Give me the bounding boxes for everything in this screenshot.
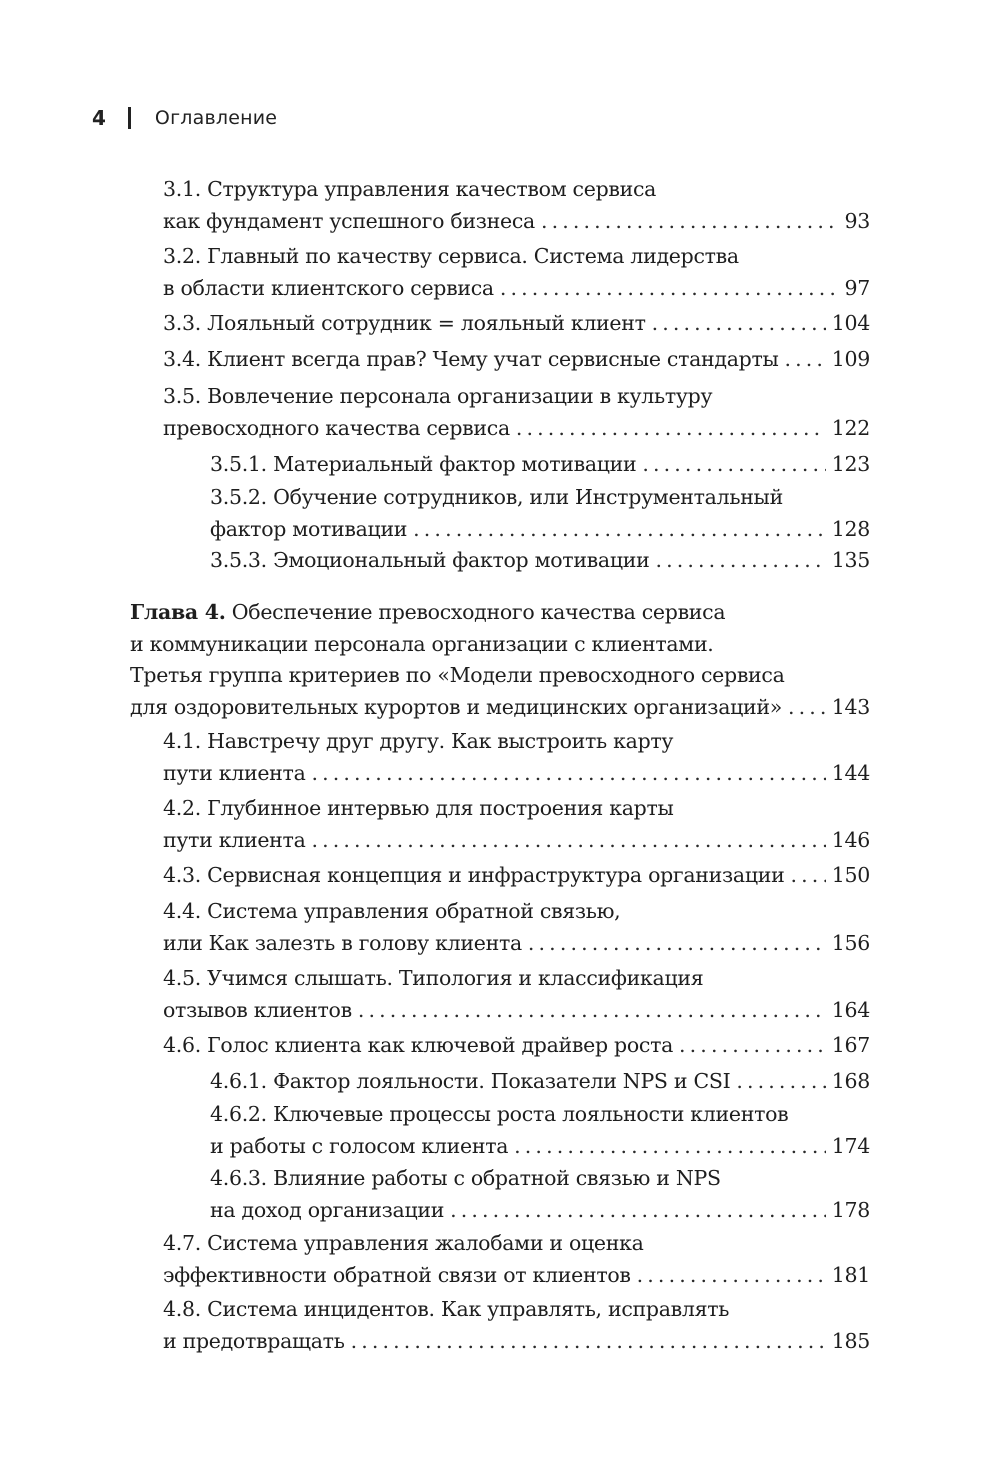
- dot-leader: [312, 825, 826, 857]
- toc-entry-3-5-2[interactable]: [210, 482, 870, 545]
- section-title: Оглавление: [154, 107, 278, 129]
- toc-entry-title-line: отзывов клиентов: [163, 997, 352, 1022]
- toc-entry-last-line: [163, 1260, 870, 1292]
- toc-page-number: 164: [831, 997, 870, 1022]
- toc-entry-title-line: 3.5.1. Материальный фактор мотивации: [210, 452, 637, 476]
- running-head: [92, 104, 277, 132]
- dot-leader: [679, 1030, 826, 1062]
- toc-entry-last-line: [163, 758, 870, 790]
- toc-entry-3-5-1[interactable]: [210, 449, 870, 481]
- toc-entry-title-line: и предотвращать: [163, 1328, 345, 1353]
- toc-entry-4-2[interactable]: [163, 793, 870, 856]
- dot-leader: [528, 928, 826, 960]
- toc-page-number: 104: [831, 311, 870, 335]
- toc-entry-3-5[interactable]: [163, 381, 870, 444]
- toc-entry-title-line: 3.5. Вовлечение персонала организации в культуру: [163, 384, 713, 408]
- toc-page-number: 143: [831, 694, 870, 719]
- toc-entry-title-line: 3.2. Главный по качеству сервиса. Система лидерства: [163, 244, 739, 268]
- toc-entry-4-5[interactable]: [163, 963, 870, 1026]
- dot-leader: [637, 1260, 826, 1292]
- toc-entry-title-line: пути клиента: [163, 827, 306, 852]
- toc-entry-title-line: или Как залезть в голову клиента: [163, 930, 522, 955]
- toc-page-number: 168: [831, 1069, 870, 1093]
- toc-entry-last-line: [163, 413, 870, 445]
- dot-leader: [642, 449, 825, 481]
- toc-entry-title-line: 4.2. Глубинное интервью для построения карты: [163, 796, 674, 820]
- dot-leader: [358, 995, 826, 1027]
- dot-leader: [351, 1326, 826, 1358]
- toc-entry-last-line: [130, 692, 870, 724]
- dot-leader: [655, 545, 825, 577]
- toc-entry-3-1[interactable]: [163, 174, 870, 237]
- toc-entry-3-4[interactable]: [163, 344, 870, 376]
- dot-leader: [312, 758, 826, 790]
- toc-entry-last-line: [210, 1066, 870, 1098]
- toc-page-number: 128: [831, 516, 870, 541]
- toc-entry-title-line: 4.8. Система инцидентов. Как управлять, исправлять: [163, 1297, 730, 1321]
- toc-page-number: 178: [831, 1197, 870, 1222]
- toc-entry-title-line: превосходного качества сервиса: [163, 415, 510, 440]
- toc-entry-last-line: [163, 344, 870, 376]
- toc-page-number: 122: [831, 415, 870, 440]
- toc-page-number: 181: [831, 1262, 870, 1287]
- toc-page-number: 167: [831, 1033, 870, 1057]
- dot-leader: [450, 1195, 826, 1227]
- toc-entry-last-line: [163, 860, 870, 892]
- toc-entry-title-line: 4.3. Сервисная концепция и инфраструктура организации: [163, 863, 785, 887]
- toc-entry-last-line: [210, 1195, 870, 1227]
- toc-entry-last-line: [163, 273, 870, 305]
- toc-entry-title-line: 3.3. Лояльный сотрудник = лояльный клиент: [163, 311, 646, 335]
- chapter-heading-line: [130, 597, 870, 629]
- toc-entry-3-2[interactable]: [163, 241, 870, 304]
- toc-entry-title-line: 4.6.3. Влияние работы с обратной связью и NPS: [210, 1166, 721, 1190]
- toc-entry-last-line: [163, 1326, 870, 1358]
- toc-entry-title-line: 3.1. Структура управления качеством сервиса: [163, 177, 657, 201]
- dot-leader: [736, 1066, 825, 1098]
- toc-entry-4-6-2[interactable]: [210, 1099, 870, 1162]
- chapter-title-line: для оздоровительных курортов и медицинских организаций»: [130, 694, 782, 719]
- toc-page-number: 174: [831, 1133, 870, 1158]
- dot-leader: [785, 344, 826, 376]
- toc-page-number: 135: [831, 548, 870, 572]
- toc-entry-last-line: [210, 545, 870, 577]
- toc-entry-title-line: фактор мотивации: [210, 516, 408, 541]
- toc-entry-title-line: и работы с голосом клиента: [210, 1133, 509, 1158]
- toc-entry-title-line: 4.6.1. Фактор лояльности. Показатели NPS и CSI: [210, 1069, 731, 1093]
- toc-page-number: 156: [831, 930, 870, 955]
- toc-entry-3-5-3[interactable]: [210, 545, 870, 577]
- dot-leader: [500, 273, 839, 305]
- toc-entry-title-line: пути клиента: [163, 760, 306, 785]
- toc-entry-title-line: 4.4. Система управления обратной связью,: [163, 899, 621, 923]
- dot-leader: [790, 860, 825, 892]
- toc-page-number: 144: [831, 760, 870, 785]
- toc-entry-last-line: [163, 995, 870, 1027]
- toc-entry-4-6-1[interactable]: [210, 1066, 870, 1098]
- toc-chapter-4[interactable]: [130, 597, 870, 723]
- toc-page-number: 109: [831, 347, 870, 371]
- toc-entry-last-line: [163, 1030, 870, 1062]
- chapter-label: Глава 4.: [130, 600, 226, 624]
- toc-entry-title-line: 3.4. Клиент всегда прав? Чему учат сервисные стандарты: [163, 347, 779, 371]
- toc-entry-last-line: [210, 449, 870, 481]
- toc-entry-last-line: [163, 206, 870, 238]
- dot-leader: [652, 308, 826, 340]
- toc-page-number: 146: [831, 827, 870, 852]
- toc-entry-last-line: [210, 514, 870, 546]
- chapter-title-line: Третья группа критериев по «Модели превосходного сервиса: [130, 663, 785, 687]
- toc-entry-4-1[interactable]: [163, 726, 870, 789]
- toc-entry-title-line: 4.5. Учимся слышать. Типология и классификация: [163, 966, 704, 990]
- toc-entry-title-line: 4.7. Система управления жалобами и оценка: [163, 1231, 644, 1255]
- toc-entry-title-line: как фундамент успешного бизнеса: [163, 208, 535, 233]
- toc-entry-4-6[interactable]: [163, 1030, 870, 1062]
- chapter-title-line: и коммуникации персонала организации с клиентами.: [130, 631, 714, 656]
- toc-entry-last-line: [163, 928, 870, 960]
- toc-entry-title-line: на доход организации: [210, 1197, 445, 1222]
- toc-entry-title-line: 4.1. Навстречу друг другу. Как выстроить карту: [163, 729, 674, 753]
- toc-entry-last-line: [163, 825, 870, 857]
- toc-entry-4-7[interactable]: [163, 1228, 870, 1291]
- dot-leader: [413, 514, 826, 546]
- toc-entry-title-line: в области клиентского сервиса: [163, 275, 494, 300]
- header-divider: [128, 107, 131, 129]
- toc-entry-3-3[interactable]: [163, 308, 870, 340]
- toc-entry-4-8[interactable]: [163, 1294, 870, 1357]
- toc-entry-title-line: 3.5.2. Обучение сотрудников, или Инструментальный: [210, 485, 783, 509]
- dot-leader: [788, 692, 826, 724]
- toc-entry-last-line: [210, 1131, 870, 1163]
- toc-page-number: 185: [831, 1328, 870, 1353]
- toc-entry-title-line: 4.6.2. Ключевые процессы роста лояльности клиентов: [210, 1102, 789, 1126]
- toc-page-number: 150: [831, 863, 870, 887]
- chapter-title-start: Обеспечение превосходного качества сервиса: [225, 600, 726, 624]
- toc-entry-4-6-3[interactable]: [210, 1163, 870, 1226]
- dot-leader: [541, 206, 839, 238]
- toc-entry-title-line: 4.6. Голос клиента как ключевой драйвер роста: [163, 1033, 674, 1057]
- page-number: 4: [92, 106, 106, 130]
- toc-entry-4-3[interactable]: [163, 860, 870, 892]
- dot-leader: [516, 413, 826, 445]
- toc-page-number: 93: [844, 208, 870, 233]
- dot-leader: [514, 1131, 826, 1163]
- toc-entry-4-4[interactable]: [163, 896, 870, 959]
- toc-entry-last-line: [163, 308, 870, 340]
- toc-entry-title-line: эффективности обратной связи от клиентов: [163, 1262, 631, 1287]
- toc-entry-title-line: 3.5.3. Эмоциональный фактор мотивации: [210, 548, 650, 572]
- toc-page-number: 123: [831, 452, 870, 476]
- toc-page-number: 97: [844, 275, 870, 300]
